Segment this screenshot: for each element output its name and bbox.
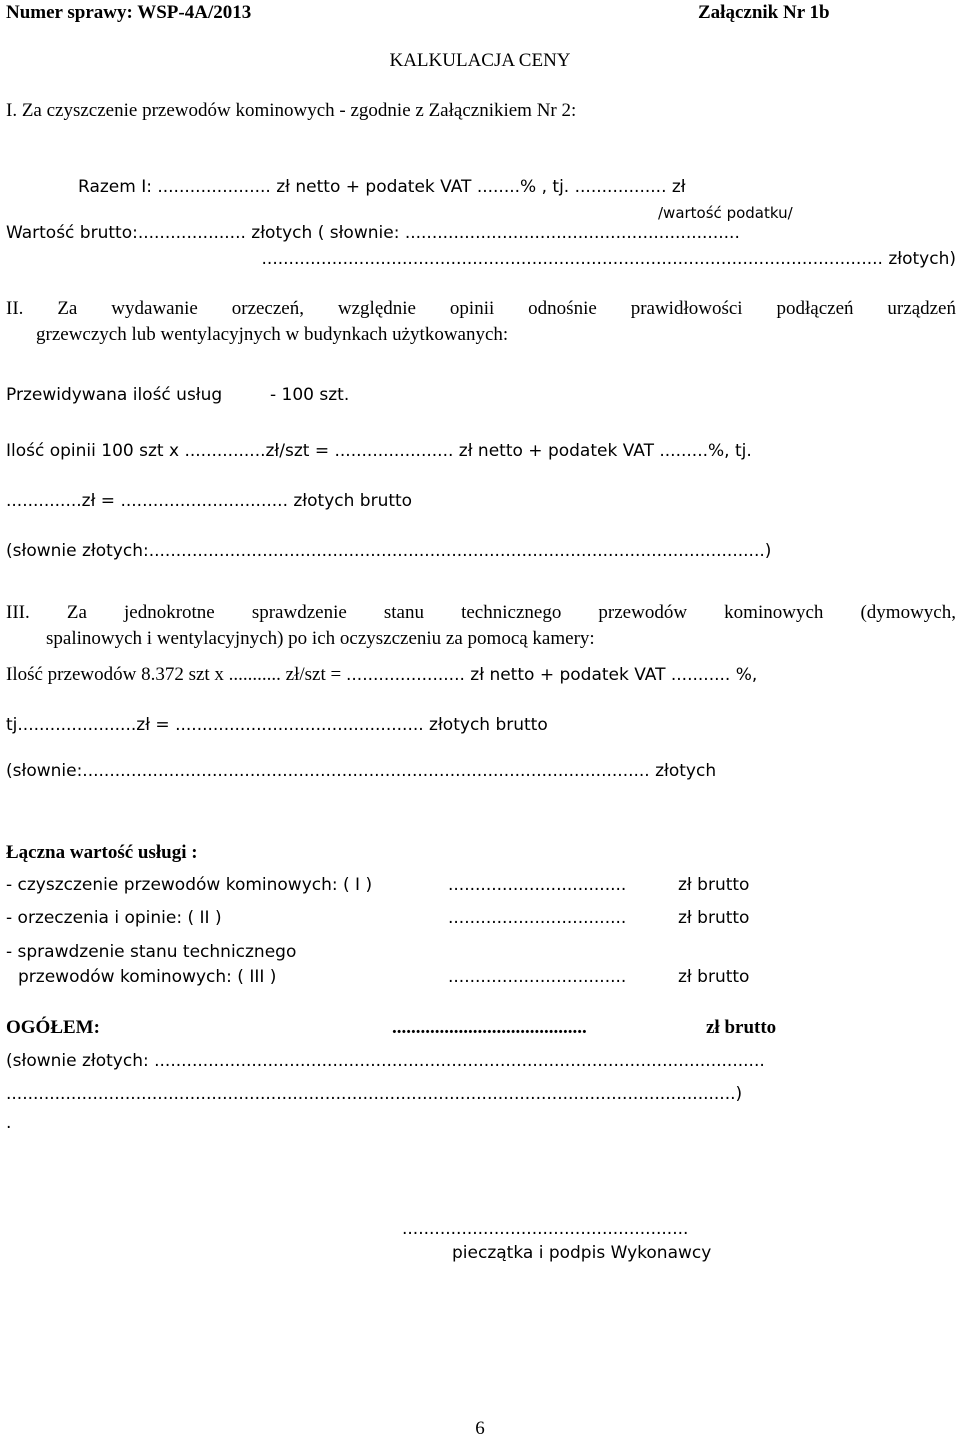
signature-caption: pieczątka i podpis Wykonawcy — [452, 1243, 712, 1263]
summary-row-3-label-cont: przewodów kominowych: ( III ) — [18, 967, 277, 987]
document-title: KALKULACJA CENY — [389, 50, 571, 71]
opinion-words: (słownie złotych:..................................................................................................................) — [6, 541, 772, 561]
total-unit: zł brutto — [706, 1017, 777, 1038]
flue-gross: tj......................zł = .............................................. złotych brutto — [6, 715, 548, 735]
summary-row-3-unit: zł brutto — [678, 967, 750, 987]
section-1-gross-value-cont: ................................................................................................................... złotych) — [261, 249, 956, 269]
section-1-heading: I. Za czyszczenie przewodów kominowych - zgodnie z Załącznikiem Nr 2: — [6, 100, 577, 121]
flue-count-suffix: ...................... zł netto + podatek VAT ........... %, — [346, 665, 758, 685]
summary-row-2-unit: zł brutto — [678, 908, 750, 928]
section-2-heading: II. Za wydawanie orzeczeń, względnie opinii odnośnie prawidłowości podłączeń urządzeń — [6, 298, 956, 319]
opinion-calculation: Ilość opinii 100 szt x ...............zł/szt = ...................... zł netto + podatek VAT .........%, tj. — [6, 441, 752, 461]
section-2-heading-cont: grzewczych lub wentylacyjnych w budynkach użytkowanych: — [36, 324, 509, 345]
total-words-cont: .......................................................................................................................................) — [6, 1084, 743, 1104]
section-1-total: Razem I: ..................... zł netto + podatek VAT ........% , tj. ................. zł — [78, 177, 686, 197]
summary-row-3-label: - sprawdzenie stanu technicznego — [6, 942, 297, 962]
total-amount: ......................................... — [392, 1017, 587, 1038]
attachment-label: Załącznik Nr 1b — [698, 2, 830, 23]
signature-line: ..................................................... — [402, 1219, 689, 1239]
flue-count-calculation — [6, 664, 757, 686]
section-1-gross-value: Wartość brutto:.................... złotych ( słownie: .............................................................. — [6, 223, 740, 243]
flue-words: (słownie:......................................................................................................... złotych — [6, 761, 717, 781]
total-label: OGÓŁEM: — [6, 1017, 100, 1038]
flue-count-prefix: Ilość przewodów 8.372 szt x ........... zł/szt = — [6, 664, 346, 685]
opinion-gross: ..............zł = ............................... złotych brutto — [6, 491, 413, 511]
planned-services-value: - 100 szt. — [270, 385, 350, 405]
summary-row-3-amount: ................................. — [448, 967, 627, 987]
summary-row-1-unit: zł brutto — [678, 875, 750, 895]
summary-row-1-amount: ................................. — [448, 875, 627, 895]
summary-row-2-amount: ................................. — [448, 908, 627, 928]
section-3-heading: III. Za jednokrotne sprawdzenie stanu technicznego przewodów kominowych (dymowych, — [6, 602, 956, 623]
total-words: (słownie złotych: ................................................................................................................. — [6, 1051, 765, 1071]
vat-note: /wartość podatku/ — [658, 204, 793, 222]
summary-heading: Łączna wartość usługi : — [6, 842, 198, 863]
total-words-end: . — [6, 1113, 12, 1133]
case-number: Numer sprawy: WSP-4A/2013 — [6, 2, 252, 23]
page-number: 6 — [475, 1418, 485, 1439]
planned-services-label: Przewidywana ilość usług — [6, 385, 223, 405]
summary-row-1-label: - czyszczenie przewodów kominowych: ( I ) — [6, 875, 373, 895]
summary-row-2-label: - orzeczenia i opinie: ( II ) — [6, 908, 222, 928]
section-3-heading-cont: spalinowych i wentylacyjnych) po ich oczyszczeniu za pomocą kamery: — [46, 628, 595, 649]
